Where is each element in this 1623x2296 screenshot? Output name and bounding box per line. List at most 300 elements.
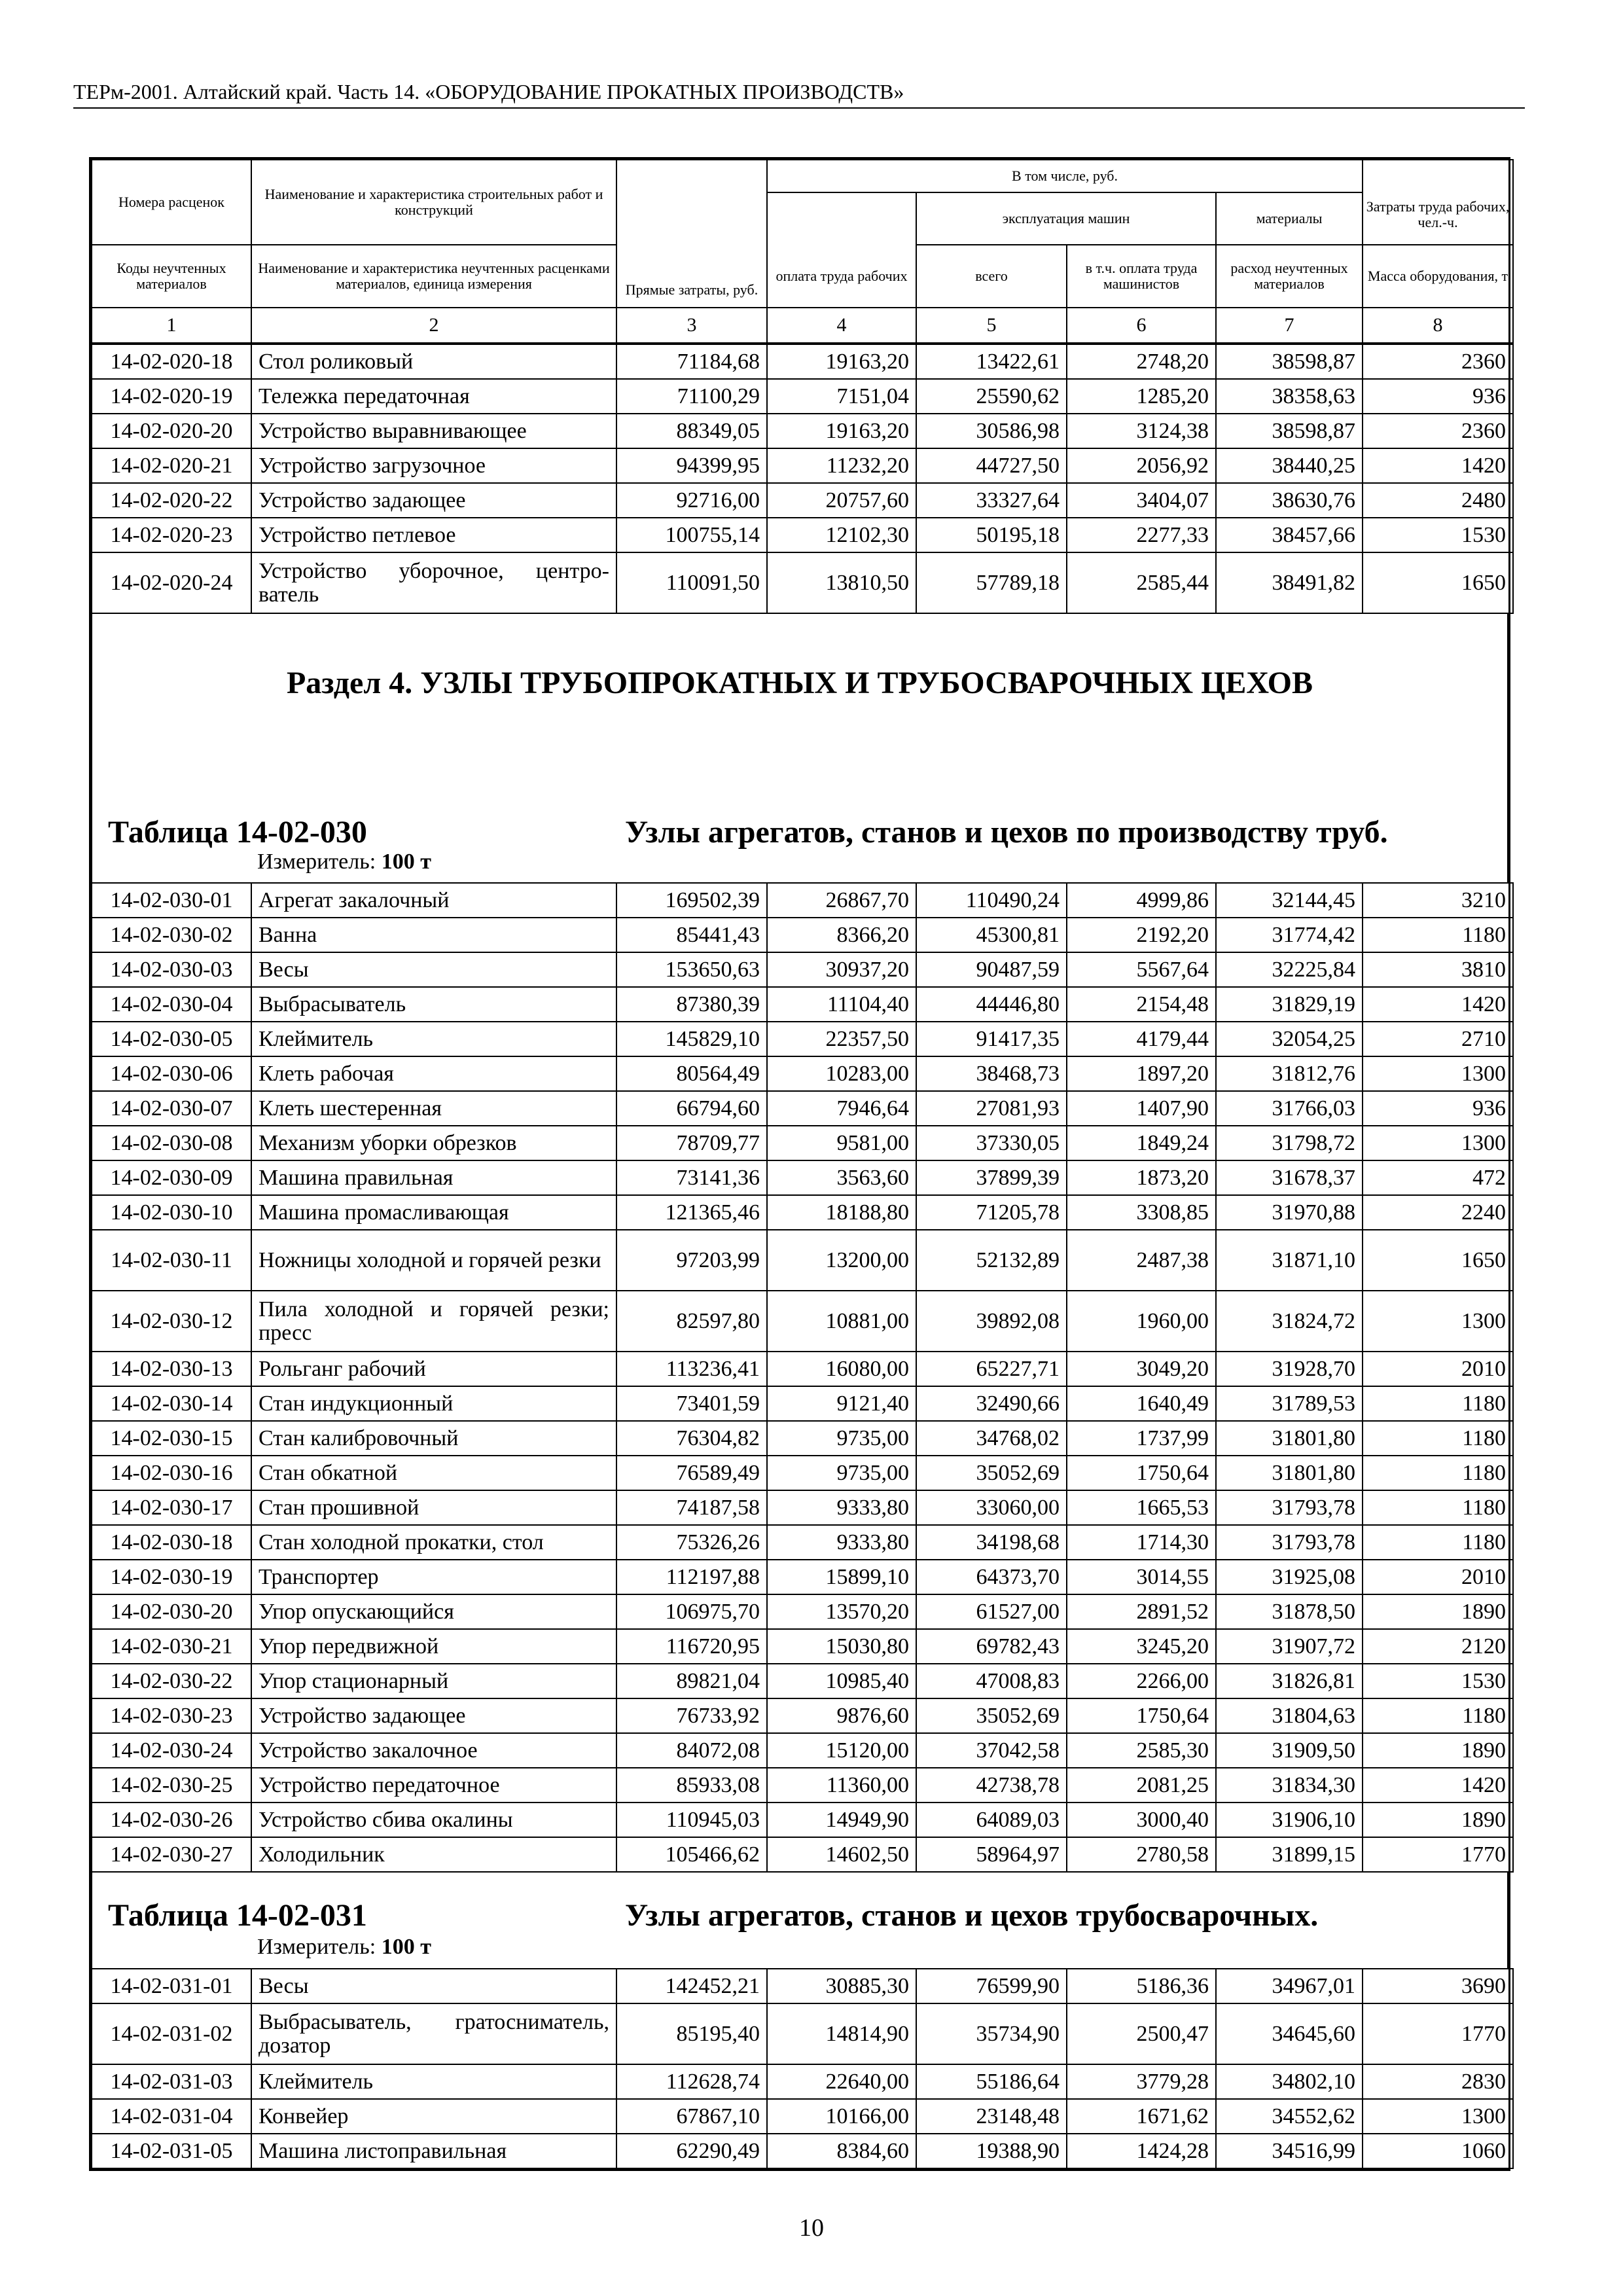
item-name: Стан холодной прокатки, стол <box>251 1525 616 1560</box>
worker-pay: 20757,60 <box>767 483 916 518</box>
machine-total: 27081,93 <box>916 1091 1067 1126</box>
mass-or-labor: 1180 <box>1363 1698 1513 1733</box>
machine-total: 50195,18 <box>916 518 1067 552</box>
rates-sheet <box>89 157 1510 2171</box>
page-number: 10 <box>799 2214 824 2242</box>
direct-costs: 76733,92 <box>616 1698 767 1733</box>
item-name: Холодильник <box>251 1837 616 1872</box>
direct-costs: 78709,77 <box>616 1126 767 1160</box>
table-031-block <box>91 1873 1508 1968</box>
operator-pay: 5567,64 <box>1067 952 1216 987</box>
worker-pay: 10985,40 <box>767 1664 916 1698</box>
rate-code: 14-02-030-25 <box>92 1768 251 1803</box>
item-name: Упор стационарный <box>251 1664 616 1698</box>
table-031-number: Таблица 14-02-031 <box>108 1898 367 1933</box>
direct-costs: 87380,39 <box>616 987 767 1022</box>
rate-code: 14-02-031-01 <box>92 1969 251 2003</box>
operator-pay: 3049,20 <box>1067 1352 1216 1386</box>
rate-code: 14-02-031-04 <box>92 2099 251 2134</box>
operator-pay: 3124,38 <box>1067 414 1216 448</box>
item-name: Стан обкатной <box>251 1456 616 1490</box>
table-row <box>92 518 1513 552</box>
worker-pay: 14814,90 <box>767 2003 916 2064</box>
column-number: 7 <box>1216 308 1363 343</box>
meter-label: Измеритель: <box>257 850 376 874</box>
header-machine-total: всего <box>916 245 1067 308</box>
rate-code: 14-02-030-07 <box>92 1091 251 1126</box>
table-row <box>92 1421 1513 1456</box>
rate-code: 14-02-020-24 <box>92 552 251 613</box>
item-name: Клеймитель <box>251 2064 616 2099</box>
direct-costs: 62290,49 <box>616 2134 767 2168</box>
machine-total: 55186,64 <box>916 2064 1067 2099</box>
item-name: Устройство задающее <box>251 1698 616 1733</box>
direct-costs: 85933,08 <box>616 1768 767 1803</box>
table-031-meter <box>257 1935 431 1960</box>
worker-pay: 12102,30 <box>767 518 916 552</box>
worker-pay: 15120,00 <box>767 1733 916 1768</box>
table-030-heading <box>92 805 1507 882</box>
table-row <box>92 1160 1513 1195</box>
operator-pay: 3245,20 <box>1067 1629 1216 1664</box>
machine-total: 42738,78 <box>916 1768 1067 1803</box>
rate-code: 14-02-031-02 <box>92 2003 251 2064</box>
mass-or-labor: 3210 <box>1363 883 1513 918</box>
operator-pay: 2266,00 <box>1067 1664 1216 1698</box>
mass-or-labor: 2830 <box>1363 2064 1513 2099</box>
direct-costs: 169502,39 <box>616 883 767 918</box>
machine-total: 90487,59 <box>916 952 1067 987</box>
section-heading <box>92 614 1507 805</box>
machine-total: 35052,69 <box>916 1456 1067 1490</box>
table-row <box>92 2134 1513 2168</box>
direct-costs: 110091,50 <box>616 552 767 613</box>
direct-costs: 112628,74 <box>616 2064 767 2099</box>
direct-costs: 92716,00 <box>616 483 767 518</box>
mass-or-labor: 2240 <box>1363 1195 1513 1230</box>
operator-pay: 2277,33 <box>1067 518 1216 552</box>
rate-code: 14-02-030-14 <box>92 1386 251 1421</box>
worker-pay: 11104,40 <box>767 987 916 1022</box>
machine-total: 23148,48 <box>916 2099 1067 2134</box>
machine-total: 33060,00 <box>916 1490 1067 1525</box>
item-name: Устройство загрузочное <box>251 448 616 483</box>
operator-pay: 1285,20 <box>1067 379 1216 414</box>
item-name: Весы <box>251 952 616 987</box>
materials-cost: 31909,50 <box>1216 1733 1363 1768</box>
materials-cost: 31928,70 <box>1216 1352 1363 1386</box>
worker-pay: 13570,20 <box>767 1594 916 1629</box>
materials-cost: 31789,53 <box>1216 1386 1363 1421</box>
worker-pay: 13810,50 <box>767 552 916 613</box>
rate-code: 14-02-030-20 <box>92 1594 251 1629</box>
table-row <box>92 1291 1513 1352</box>
header-worker-pay-top <box>767 192 916 245</box>
header-labor-cost: Затраты труда рабочих, чел.-ч. <box>1363 160 1513 245</box>
item-name: Устройство петлевое <box>251 518 616 552</box>
mass-or-labor: 1650 <box>1363 1230 1513 1291</box>
mass-or-labor: 2480 <box>1363 483 1513 518</box>
operator-pay: 2891,52 <box>1067 1594 1216 1629</box>
materials-cost: 31871,10 <box>1216 1230 1363 1291</box>
table-row <box>92 1664 1513 1698</box>
machine-total: 34768,02 <box>916 1421 1067 1456</box>
rate-code: 14-02-030-13 <box>92 1352 251 1386</box>
section-block <box>91 614 1508 882</box>
operator-pay: 2487,38 <box>1067 1230 1216 1291</box>
materials-cost: 31798,72 <box>1216 1126 1363 1160</box>
rate-code: 14-02-020-18 <box>92 344 251 379</box>
materials-cost: 31678,37 <box>1216 1160 1363 1195</box>
machine-total: 64373,70 <box>916 1560 1067 1594</box>
header-rate-numbers: Номера расценок <box>92 160 251 245</box>
machine-total: 110490,24 <box>916 883 1067 918</box>
header-machine-operation: эксплуатация машин <box>916 192 1216 245</box>
header-materials: материалы <box>1216 192 1363 245</box>
table-row <box>92 448 1513 483</box>
item-name: Устройство закалочное <box>251 1733 616 1768</box>
machine-total: 69782,43 <box>916 1629 1067 1664</box>
materials-cost: 31829,19 <box>1216 987 1363 1022</box>
mass-or-labor: 2120 <box>1363 1629 1513 1664</box>
worker-pay: 10283,00 <box>767 1056 916 1091</box>
mass-or-labor: 1180 <box>1363 1456 1513 1490</box>
item-name: Транспортер <box>251 1560 616 1594</box>
item-name: Стан индукционный <box>251 1386 616 1421</box>
worker-pay: 15899,10 <box>767 1560 916 1594</box>
mass-or-labor: 472 <box>1363 1160 1513 1195</box>
rate-code: 14-02-031-03 <box>92 2064 251 2099</box>
worker-pay: 11232,20 <box>767 448 916 483</box>
direct-costs: 66794,60 <box>616 1091 767 1126</box>
direct-costs: 112197,88 <box>616 1560 767 1594</box>
header-unaccounted-materials: расход неучтенных материалов <box>1216 245 1363 308</box>
machine-total: 32490,66 <box>916 1386 1067 1421</box>
machine-total: 61527,00 <box>916 1594 1067 1629</box>
materials-cost: 31899,15 <box>1216 1837 1363 1872</box>
machine-total: 30586,98 <box>916 414 1067 448</box>
direct-costs: 76589,49 <box>616 1456 767 1490</box>
direct-costs: 113236,41 <box>616 1352 767 1386</box>
direct-costs: 73401,59 <box>616 1386 767 1421</box>
materials-cost: 32144,45 <box>1216 883 1363 918</box>
running-header <box>73 77 1525 109</box>
table-row <box>92 883 1513 918</box>
table-row <box>92 1195 1513 1230</box>
column-number: 1 <box>92 308 251 343</box>
materials-cost: 31826,81 <box>1216 1664 1363 1698</box>
column-header-table <box>91 159 1514 344</box>
worker-pay: 8384,60 <box>767 2134 916 2168</box>
materials-cost: 32054,25 <box>1216 1022 1363 1056</box>
table-030-number: Таблица 14-02-030 <box>108 815 367 850</box>
direct-costs: 76304,82 <box>616 1421 767 1456</box>
table-030-meter <box>257 850 431 874</box>
rate-code: 14-02-030-18 <box>92 1525 251 1560</box>
mass-or-labor: 1060 <box>1363 2134 1513 2168</box>
table-row <box>92 1560 1513 1594</box>
item-name: Клеймитель <box>251 1022 616 1056</box>
direct-costs: 94399,95 <box>616 448 767 483</box>
operator-pay: 2056,92 <box>1067 448 1216 483</box>
materials-cost: 32225,84 <box>1216 952 1363 987</box>
item-name: Машина правильная <box>251 1160 616 1195</box>
header-work-name: Наименование и характеристика строительных работ и конструкций <box>251 160 616 245</box>
mass-or-labor: 1300 <box>1363 1056 1513 1091</box>
mass-or-labor: 1890 <box>1363 1733 1513 1768</box>
rate-code: 14-02-030-17 <box>92 1490 251 1525</box>
mass-or-labor: 1650 <box>1363 552 1513 613</box>
rate-code: 14-02-030-24 <box>92 1733 251 1768</box>
direct-costs: 85195,40 <box>616 2003 767 2064</box>
direct-costs: 85441,43 <box>616 918 767 952</box>
table-row <box>92 1386 1513 1421</box>
rate-code: 14-02-030-09 <box>92 1160 251 1195</box>
rate-code: 14-02-030-15 <box>92 1421 251 1456</box>
materials-cost: 38491,82 <box>1216 552 1363 613</box>
direct-costs: 116720,95 <box>616 1629 767 1664</box>
rate-code: 14-02-030-04 <box>92 987 251 1022</box>
worker-pay: 16080,00 <box>767 1352 916 1386</box>
materials-cost: 31801,80 <box>1216 1456 1363 1490</box>
meter-label: Измеритель: <box>257 1935 376 1959</box>
item-name: Рольганг рабочий <box>251 1352 616 1386</box>
table-031-name: Узлы агрегатов, станов и цехов трубосварочных. <box>625 1898 1319 1933</box>
machine-total: 37899,39 <box>916 1160 1067 1195</box>
materials-cost: 31766,03 <box>1216 1091 1363 1126</box>
rate-code: 14-02-020-20 <box>92 414 251 448</box>
rates-table-031 <box>91 1968 1514 2169</box>
direct-costs: 80564,49 <box>616 1056 767 1091</box>
direct-costs: 89821,04 <box>616 1664 767 1698</box>
worker-pay: 9735,00 <box>767 1421 916 1456</box>
operator-pay: 2500,47 <box>1067 2003 1216 2064</box>
operator-pay: 1424,28 <box>1067 2134 1216 2168</box>
column-number: 5 <box>916 308 1067 343</box>
table-row <box>92 1352 1513 1386</box>
mass-or-labor: 1420 <box>1363 1768 1513 1803</box>
column-number: 8 <box>1363 308 1513 343</box>
mass-or-labor: 2010 <box>1363 1352 1513 1386</box>
operator-pay: 1737,99 <box>1067 1421 1216 1456</box>
worker-pay: 10166,00 <box>767 2099 916 2134</box>
table-row <box>92 1594 1513 1629</box>
table-row <box>92 1698 1513 1733</box>
mass-or-labor: 1180 <box>1363 918 1513 952</box>
mass-or-labor: 1770 <box>1363 1837 1513 1872</box>
materials-cost: 38630,76 <box>1216 483 1363 518</box>
rate-code: 14-02-030-12 <box>92 1291 251 1352</box>
worker-pay: 9121,40 <box>767 1386 916 1421</box>
worker-pay: 30937,20 <box>767 952 916 987</box>
mass-or-labor: 3810 <box>1363 952 1513 987</box>
column-number: 3 <box>616 308 767 343</box>
operator-pay: 1714,30 <box>1067 1525 1216 1560</box>
machine-total: 37330,05 <box>916 1126 1067 1160</box>
mass-or-labor: 1180 <box>1363 1490 1513 1525</box>
materials-cost: 31824,72 <box>1216 1291 1363 1352</box>
header-including: В том числе, руб. <box>767 160 1363 192</box>
rate-code: 14-02-030-23 <box>92 1698 251 1733</box>
operator-pay: 1750,64 <box>1067 1456 1216 1490</box>
item-name: Весы <box>251 1969 616 2003</box>
direct-costs: 106975,70 <box>616 1594 767 1629</box>
table-row <box>92 483 1513 518</box>
materials-cost: 34516,99 <box>1216 2134 1363 2168</box>
machine-total: 57789,18 <box>916 552 1067 613</box>
mass-or-labor: 1420 <box>1363 448 1513 483</box>
rate-code: 14-02-030-08 <box>92 1126 251 1160</box>
rate-code: 14-02-030-01 <box>92 883 251 918</box>
worker-pay: 10881,00 <box>767 1291 916 1352</box>
item-name: Стол роликовый <box>251 344 616 379</box>
worker-pay: 3563,60 <box>767 1160 916 1195</box>
materials-cost: 31906,10 <box>1216 1803 1363 1837</box>
operator-pay: 1640,49 <box>1067 1386 1216 1421</box>
materials-cost: 34802,10 <box>1216 2064 1363 2099</box>
rate-code: 14-02-030-05 <box>92 1022 251 1056</box>
table-row <box>92 344 1513 379</box>
table-row <box>92 918 1513 952</box>
table-row <box>92 1803 1513 1837</box>
mass-or-labor: 1770 <box>1363 2003 1513 2064</box>
direct-costs: 110945,03 <box>616 1803 767 1837</box>
mass-or-labor: 1180 <box>1363 1525 1513 1560</box>
operator-pay: 1960,00 <box>1067 1291 1216 1352</box>
table-row <box>92 2064 1513 2099</box>
machine-total: 44446,80 <box>916 987 1067 1022</box>
item-name: Стан прошивной <box>251 1490 616 1525</box>
machine-total: 45300,81 <box>916 918 1067 952</box>
item-name: Упор опускающийся <box>251 1594 616 1629</box>
direct-costs: 88349,05 <box>616 414 767 448</box>
materials-cost: 31774,42 <box>1216 918 1363 952</box>
item-name: Пила холодной и горячей резки; пресс <box>251 1291 616 1352</box>
operator-pay: 5186,36 <box>1067 1969 1216 2003</box>
machine-total: 47008,83 <box>916 1664 1067 1698</box>
machine-total: 38468,73 <box>916 1056 1067 1091</box>
table-row <box>92 952 1513 987</box>
rate-code: 14-02-030-16 <box>92 1456 251 1490</box>
rate-code: 14-02-030-06 <box>92 1056 251 1091</box>
item-name: Выбрасыватель <box>251 987 616 1022</box>
rate-code: 14-02-030-22 <box>92 1664 251 1698</box>
item-name: Стан калибровочный <box>251 1421 616 1456</box>
mass-or-labor: 2010 <box>1363 1560 1513 1594</box>
rate-code: 14-02-030-27 <box>92 1837 251 1872</box>
machine-total: 91417,35 <box>916 1022 1067 1056</box>
rates-table-030 <box>91 882 1514 1873</box>
operator-pay: 1897,20 <box>1067 1056 1216 1091</box>
rates-table-020 <box>91 344 1514 614</box>
materials-cost: 34552,62 <box>1216 2099 1363 2134</box>
machine-total: 35052,69 <box>916 1698 1067 1733</box>
machine-total: 19388,90 <box>916 2134 1067 2168</box>
table-row <box>92 1490 1513 1525</box>
materials-cost: 34645,60 <box>1216 2003 1363 2064</box>
table-row <box>92 1230 1513 1291</box>
machine-total: 44727,50 <box>916 448 1067 483</box>
materials-cost: 38598,87 <box>1216 344 1363 379</box>
direct-costs: 121365,46 <box>616 1195 767 1230</box>
operator-pay: 2585,44 <box>1067 552 1216 613</box>
materials-cost: 31834,30 <box>1216 1768 1363 1803</box>
materials-cost: 31878,50 <box>1216 1594 1363 1629</box>
table-row <box>92 1733 1513 1768</box>
mass-or-labor: 1420 <box>1363 987 1513 1022</box>
meter-value: 100 т <box>381 850 431 874</box>
table-row <box>92 379 1513 414</box>
mass-or-labor: 1180 <box>1363 1386 1513 1421</box>
mass-or-labor: 1890 <box>1363 1803 1513 1837</box>
worker-pay: 26867,70 <box>767 883 916 918</box>
operator-pay: 2780,58 <box>1067 1837 1216 1872</box>
direct-costs: 73141,36 <box>616 1160 767 1195</box>
item-name: Выбрасыватель, гратосниматель, дозатор <box>251 2003 616 2064</box>
rate-code: 14-02-020-22 <box>92 483 251 518</box>
worker-pay: 9581,00 <box>767 1126 916 1160</box>
table-row <box>92 987 1513 1022</box>
materials-cost: 38457,66 <box>1216 518 1363 552</box>
machine-total: 34198,68 <box>916 1525 1067 1560</box>
table-row <box>92 414 1513 448</box>
operator-pay: 1849,24 <box>1067 1126 1216 1160</box>
mass-or-labor: 936 <box>1363 379 1513 414</box>
rate-code: 14-02-031-05 <box>92 2134 251 2168</box>
table-row <box>92 1126 1513 1160</box>
worker-pay: 14602,50 <box>767 1837 916 1872</box>
direct-costs: 97203,99 <box>616 1230 767 1291</box>
operator-pay: 1407,90 <box>1067 1091 1216 1126</box>
worker-pay: 15030,80 <box>767 1629 916 1664</box>
operator-pay: 2081,25 <box>1067 1768 1216 1803</box>
meter-value: 100 т <box>381 1935 431 1959</box>
operator-pay: 4999,86 <box>1067 883 1216 918</box>
machine-total: 58964,97 <box>916 1837 1067 1872</box>
operator-pay: 2192,20 <box>1067 918 1216 952</box>
mass-or-labor: 1180 <box>1363 1421 1513 1456</box>
operator-pay: 3779,28 <box>1067 2064 1216 2099</box>
operator-pay: 2585,30 <box>1067 1733 1216 1768</box>
running-title: ТЕРм-2001. Алтайский край. Часть 14. «ОБОРУДОВАНИЕ ПРОКАТНЫХ ПРОИЗВОДСТВ» <box>73 80 904 103</box>
header-direct-costs: Прямые затраты, руб. <box>616 160 767 308</box>
operator-pay: 3000,40 <box>1067 1803 1216 1837</box>
mass-or-labor: 1300 <box>1363 2099 1513 2134</box>
mass-or-labor: 2710 <box>1363 1022 1513 1056</box>
direct-costs: 142452,21 <box>616 1969 767 2003</box>
header-unaccounted-names: Наименование и характеристика неучтенных расценками материалов, единица измерения <box>251 245 616 308</box>
column-number: 2 <box>251 308 616 343</box>
table-row <box>92 1768 1513 1803</box>
direct-costs: 100755,14 <box>616 518 767 552</box>
direct-costs: 71100,29 <box>616 379 767 414</box>
mass-or-labor: 1530 <box>1363 1664 1513 1698</box>
machine-total: 13422,61 <box>916 344 1067 379</box>
direct-costs: 74187,58 <box>616 1490 767 1525</box>
worker-pay: 22640,00 <box>767 2064 916 2099</box>
table-row <box>92 1056 1513 1091</box>
operator-pay: 1671,62 <box>1067 2099 1216 2134</box>
operator-pay: 4179,44 <box>1067 1022 1216 1056</box>
table-row <box>92 552 1513 613</box>
rate-code: 14-02-030-19 <box>92 1560 251 1594</box>
operator-pay: 1665,53 <box>1067 1490 1216 1525</box>
item-name: Упор передвижной <box>251 1629 616 1664</box>
rate-code: 14-02-030-03 <box>92 952 251 987</box>
item-name: Устройство сбива окалины <box>251 1803 616 1837</box>
item-name: Устройство задающее <box>251 483 616 518</box>
rate-code: 14-02-030-21 <box>92 1629 251 1664</box>
